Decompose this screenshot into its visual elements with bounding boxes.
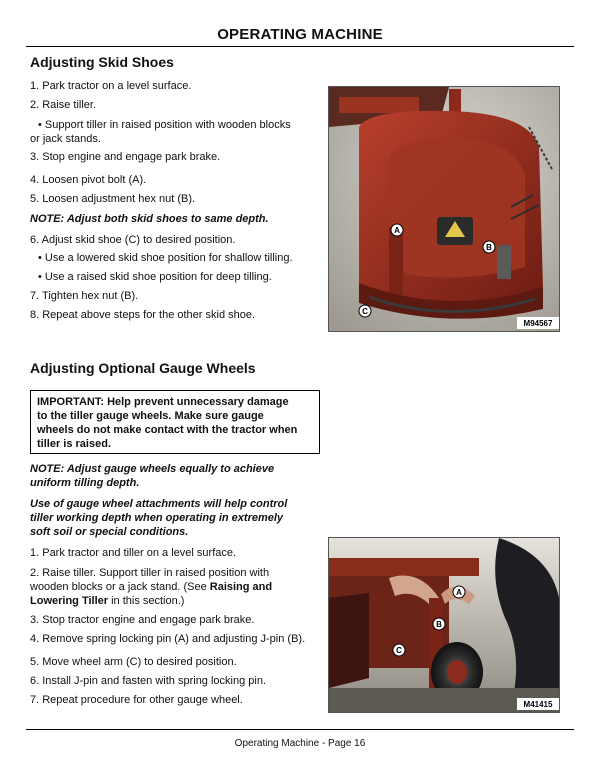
figure-id: M94567 (523, 319, 553, 328)
important-notice: IMPORTANT: Help prevent unnecessary damage to the tiller gauge wheels. Make sure gauge wheels do not make contact with the tractor when tiller is raised. (30, 390, 320, 454)
cross-reference: Raising and (209, 581, 273, 593)
bullet-text: • Support tiller in raised position with wooden blocks (38, 119, 291, 131)
step-text-cont: wooden blocks or a jack stand. (See Raising and (30, 581, 273, 593)
step-text: 1. Park tractor and tiller on a level surface. (30, 547, 237, 559)
step-text: 4. Loosen pivot bolt (A). (30, 174, 147, 186)
note-text: tiller working depth when operating in extremely (30, 512, 284, 524)
svg-text:A: A (394, 226, 400, 235)
note-text: Use of gauge wheel attachments will help control (30, 498, 288, 510)
svg-text:B: B (436, 620, 442, 629)
step-text-cont: Lowering Tiller in this section.) (30, 595, 185, 607)
step-text: 7. Repeat procedure for other gauge wheel. (30, 694, 243, 706)
svg-text:B: B (486, 243, 492, 252)
page-footer: Operating Machine - Page 16 (234, 738, 366, 749)
note-text: soft soil or special conditions. (30, 526, 189, 538)
step-text: 2. Raise tiller. Support tiller in raised position with (30, 567, 270, 579)
step-text: 2. Raise tiller. (30, 99, 97, 111)
step-text: 1. Park tractor on a level surface. (30, 80, 192, 92)
section-heading-gauge-wheels: Adjusting Optional Gauge Wheels (30, 360, 256, 376)
bullet-text-cont: or jack stands. (30, 133, 101, 145)
step-text: 5. Move wheel arm (C) to desired position. (30, 656, 237, 668)
figure-id: M41415 (523, 700, 553, 709)
tiller-skid-shoe-photo (328, 86, 560, 332)
callout-b (433, 618, 445, 630)
callout-c (393, 644, 405, 656)
page-title: OPERATING MACHINE (217, 26, 383, 43)
section-heading-skid-shoes: Adjusting Skid Shoes (30, 54, 174, 70)
svg-text:C: C (362, 307, 368, 316)
cross-reference: Lowering Tiller (30, 595, 109, 607)
callout-b (483, 241, 495, 253)
bullet-text: • Use a raised skid shoe position for deep tilling. (38, 271, 272, 283)
svg-text:A: A (456, 588, 462, 597)
callout-c (359, 305, 371, 317)
callout-a (453, 586, 465, 598)
callout-a (391, 224, 403, 236)
note-text: NOTE: Adjust both skid shoes to same depth. (30, 213, 269, 225)
gauge-wheel-photo (328, 537, 560, 713)
header-rule (26, 46, 574, 47)
svg-text:C: C (396, 646, 402, 655)
step-text: 4. Remove spring locking pin (A) and adjusting J-pin (B). (30, 633, 306, 645)
step-text: 3. Stop engine and engage park brake. (30, 151, 221, 163)
step-text: 5. Loosen adjustment hex nut (B). (30, 193, 196, 205)
note-text: uniform tilling depth. (30, 477, 140, 489)
step-text: 6. Adjust skid shoe (C) to desired position. (30, 234, 236, 246)
note-text: NOTE: Adjust gauge wheels equally to achieve (30, 463, 275, 475)
bullet-text: • Use a lowered skid shoe position for shallow tilling. (38, 252, 293, 264)
step-text: 8. Repeat above steps for the other skid shoe. (30, 309, 256, 321)
step-text: 7. Tighten hex nut (B). (30, 290, 139, 302)
step-text: 6. Install J-pin and fasten with spring locking pin. (30, 675, 267, 687)
step-text: 3. Stop tractor engine and engage park brake. (30, 614, 255, 626)
footer-rule (26, 729, 574, 730)
